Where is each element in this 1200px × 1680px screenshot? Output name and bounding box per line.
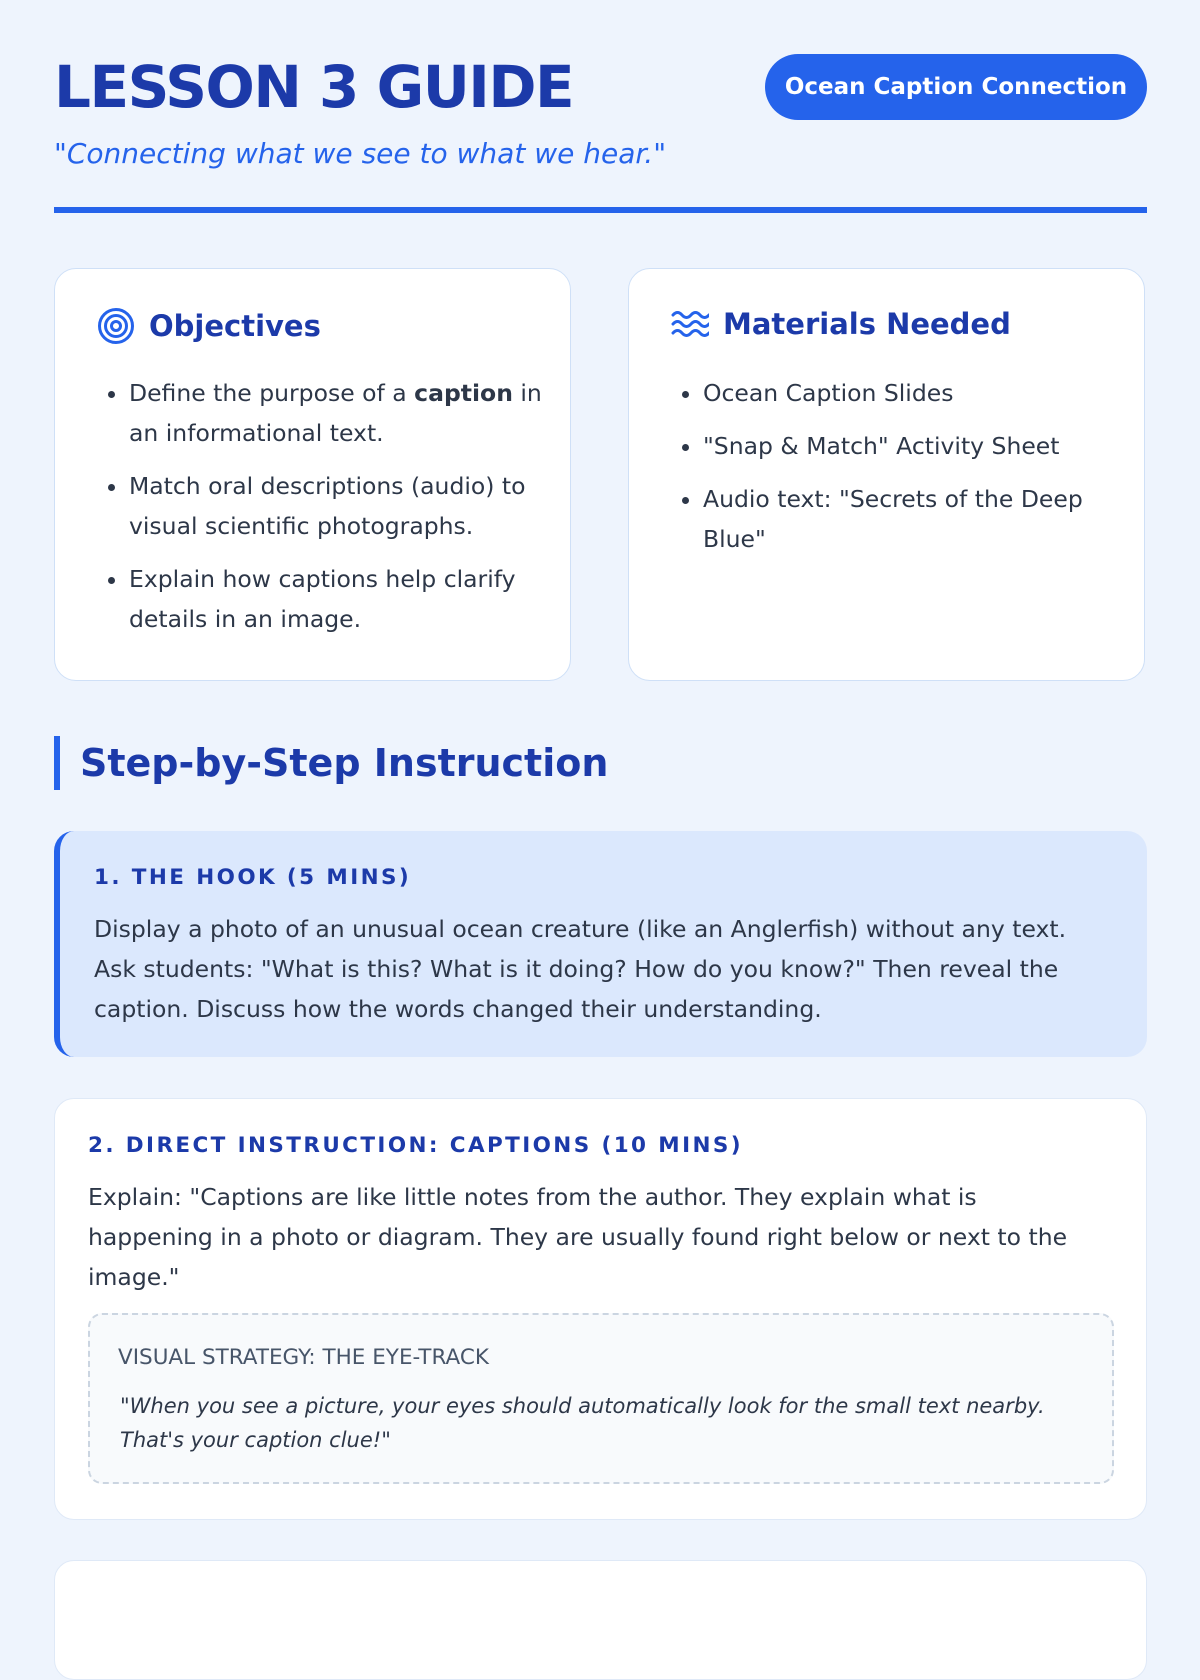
materials-card — [628, 268, 1145, 681]
step-hook — [54, 831, 1147, 1057]
header-divider — [54, 207, 1147, 213]
strategy-title: VISUAL STRATEGY: THE EYE-TRACK — [118, 1345, 489, 1370]
visual-strategy-box — [88, 1313, 1114, 1484]
material-item: • "Snap & Match" Activity Sheet — [703, 426, 1123, 466]
objective-item: • Define the purpose of a caption in an informational text. — [129, 373, 549, 453]
step-direct-instruction — [54, 1098, 1147, 1520]
step-label: 1. THE HOOK (5 MINS) — [94, 865, 412, 890]
objectives-list — [97, 373, 549, 652]
section-heading — [54, 736, 608, 790]
objectives-title: Objectives — [149, 309, 321, 343]
objective-item: • Match oral descriptions (audio) to visual scientific photographs. — [129, 466, 549, 546]
objectives-header — [97, 307, 321, 345]
materials-header — [671, 307, 1011, 341]
materials-list — [671, 373, 1123, 572]
objective-item: • Explain how captions help clarify details in an image. — [129, 559, 549, 639]
waves-icon — [671, 309, 709, 339]
section-title: Step-by-Step Instruction — [80, 741, 609, 785]
next-step-card — [54, 1560, 1147, 1680]
lesson-page — [54, 0, 1147, 1452]
material-item: • Ocean Caption Slides — [703, 373, 1123, 413]
strategy-quote: "When you see a picture, your eyes should automatically look for the small text nearby. That's your caption clue!" — [120, 1394, 1045, 1452]
materials-title: Materials Needed — [723, 307, 1011, 341]
page-title: LESSON 3 GUIDE — [54, 53, 574, 121]
step-label: 2. DIRECT INSTRUCTION: CAPTIONS (10 MINS) — [88, 1133, 743, 1158]
target-icon — [97, 307, 135, 345]
objectives-card — [54, 268, 571, 681]
overview-cards — [54, 268, 1147, 683]
topic-badge-button[interactable]: Ocean Caption Connection — [765, 54, 1147, 120]
step-text: Display a photo of an unusual ocean creature (like an Anglerfish) without any text. Ask students: "What is this? What is it doing? How do you know?" Then reveal the caption. Discuss how the words changed their understanding. — [94, 915, 1067, 1023]
page-subtitle: "Connecting what we see to what we hear." — [54, 137, 667, 170]
lesson-header — [54, 0, 1147, 214]
step-text: Explain: "Captions are like little notes from the author. They explain what is happening in a photo or diagram. They are usually found right below or next to the image." — [88, 1183, 1068, 1291]
material-item: • Audio text: "Secrets of the Deep Blue" — [703, 479, 1123, 559]
